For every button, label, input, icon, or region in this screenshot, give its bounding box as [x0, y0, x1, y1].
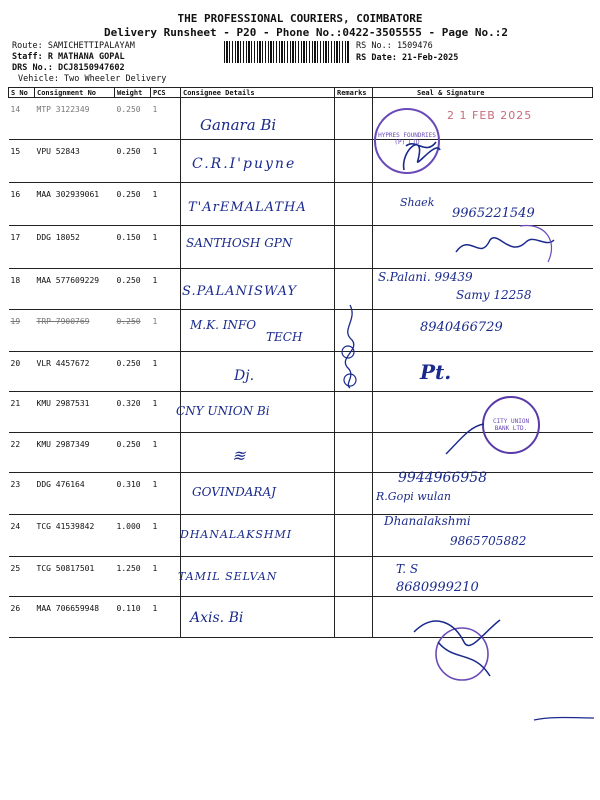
row-weight: 0.250 [115, 98, 151, 140]
handwritten-name: Dj. [234, 368, 255, 384]
staff: Staff: R MATHANA GOPAL [12, 52, 125, 62]
row-sno: 22 [9, 433, 35, 473]
remarks-scribble [330, 300, 370, 390]
col-weight: Weight [115, 88, 151, 98]
signature-scribble [440, 420, 510, 460]
table-header [9, 88, 593, 98]
handwritten-name: SANTHOSH GPN [186, 236, 293, 250]
row-weight: 0.250 [115, 269, 151, 310]
row-sno: 14 [9, 98, 35, 140]
table-row [9, 352, 593, 392]
signature-phone: 8940466729 [420, 320, 503, 335]
row-consignment: MTP 3122349 [35, 98, 115, 140]
signature-text: Shaek [400, 196, 435, 209]
row-remarks [335, 433, 373, 473]
signature-phone: 8680999210 [396, 580, 479, 595]
runsheet-subtitle: Delivery Runsheet - P20 - Phone No.:0422-3505555 - Page No.:2 [104, 26, 508, 39]
row-sno: 21 [9, 392, 35, 433]
handwritten-name: GOVINDARAJ [192, 485, 276, 499]
footer-line [532, 712, 598, 726]
row-pcs: 1 [151, 226, 181, 269]
handwritten-name: TECH [266, 330, 303, 344]
signature-text: R.Gopi wulan [376, 490, 451, 503]
row-weight: 0.320 [115, 392, 151, 433]
row-seal [373, 352, 593, 392]
row-sno: 24 [9, 515, 35, 557]
col-sno: S No [9, 88, 35, 98]
row-remarks [335, 140, 373, 183]
col-seal: Seal & Signature [373, 88, 593, 98]
document-title: THE PROFESSIONAL COURIERS, COIMBATORE [177, 12, 423, 25]
row-remarks [335, 226, 373, 269]
route: Route: SAMICHETTIPALAYAM [12, 41, 135, 51]
row-remarks [335, 473, 373, 515]
signature-text: T. S [396, 562, 419, 576]
handwritten-name: M.K. INFO [190, 318, 257, 332]
row-pcs: 1 [151, 557, 181, 597]
signature-phone: 9944966958 [398, 470, 488, 486]
handwritten-name: S.PALANISWAY [182, 284, 298, 299]
row-consignment: KMU 2987531 [35, 392, 115, 433]
row-weight: 0.250 [115, 433, 151, 473]
row-remarks [335, 183, 373, 226]
row-weight: 0.310 [115, 473, 151, 515]
row-sno: 25 [9, 557, 35, 597]
seal-text: CITY UNION BANK LTD. [492, 418, 530, 432]
runsheet-table [8, 87, 593, 638]
handwritten-mark: ≋ [232, 446, 246, 465]
handwritten-name: Axis. Bi [190, 610, 244, 626]
handwritten-name: C.R.I'puyne [192, 156, 297, 172]
table-row [9, 140, 593, 183]
row-sno: 26 [9, 597, 35, 638]
row-weight: 0.110 [115, 597, 151, 638]
row-sno: 20 [9, 352, 35, 392]
col-remarks: Remarks [335, 88, 373, 98]
row-consignment: VPU 52843 [35, 140, 115, 183]
row-pcs: 1 [151, 597, 181, 638]
row-sno: 18 [9, 269, 35, 310]
signature-seal-scribble [404, 602, 514, 692]
row-pcs: 1 [151, 98, 181, 140]
row-sno: 23 [9, 473, 35, 515]
row-remarks [335, 597, 373, 638]
row-consignment: DDG 18052 [35, 226, 115, 269]
row-consignment: TCG 41539842 [35, 515, 115, 557]
handwritten-name: Ganara Bi [200, 116, 277, 134]
row-weight: 0.250 [115, 352, 151, 392]
row-weight: 1.250 [115, 557, 151, 597]
row-consignment: KMU 2987349 [35, 433, 115, 473]
rs-number: RS No.: 1509476 [356, 41, 433, 51]
row-weight: 1.000 [115, 515, 151, 557]
signature-text: Dhanalakshmi [384, 514, 471, 528]
vehicle: Vehicle: Two Wheeler Delivery [18, 74, 167, 84]
row-pcs: 1 [151, 269, 181, 310]
row-pcs: 1 [151, 473, 181, 515]
row-consignment: MAA 577609229 [35, 269, 115, 310]
row-pcs: 1 [151, 183, 181, 226]
row-consignment: MAA 302939061 [35, 183, 115, 226]
row-consignee [181, 433, 335, 473]
col-pcs: PCS [151, 88, 181, 98]
drs-number: DRS No.: DCJ8150947602 [12, 63, 125, 73]
row-consignment: MAA 706659948 [35, 597, 115, 638]
row-sno: 17 [9, 226, 35, 269]
col-consignment: Consignment No [35, 88, 115, 98]
row-consignment: TRP 7900769 [36, 317, 90, 326]
row-pcs: 1 [151, 392, 181, 433]
row-pcs: 1 [151, 515, 181, 557]
rs-date: RS Date: 21-Feb-2025 [356, 53, 459, 63]
row-sno: 16 [9, 183, 35, 226]
signature-scribble [450, 222, 560, 268]
row-sno: 19 [10, 317, 21, 326]
handwritten-name: DHANALAKSHMI [180, 528, 293, 541]
date-stamp: 2 1 FEB 2025 [447, 109, 533, 122]
row-consignment: VLR 4457672 [35, 352, 115, 392]
row-weight: 0.250 [115, 183, 151, 226]
table-row [9, 557, 593, 597]
row-pcs: 1 [151, 433, 181, 473]
signature-mark: Pt. [420, 360, 452, 384]
signature-scribble [396, 120, 446, 176]
handwritten-name: TAMIL SELVAN [178, 570, 278, 583]
table-row [9, 473, 593, 515]
row-pcs: 1 [151, 352, 181, 392]
col-consignee: Consignee Details [181, 88, 335, 98]
signature-text: Samy 12258 [456, 288, 532, 302]
signature-phone: 9865705882 [450, 534, 527, 548]
handwritten-name: T'ArEMALATHA [188, 200, 307, 215]
barcode [224, 41, 350, 63]
signature-text: S.Palani. 99439 [378, 270, 473, 284]
row-consignment: TCG 50817501 [35, 557, 115, 597]
row-remarks [335, 515, 373, 557]
row-pcs: 1 [151, 140, 181, 183]
row-pcs: 1 [151, 310, 181, 352]
row-remarks [335, 392, 373, 433]
row-weight: 0.250 [116, 317, 141, 326]
row-remarks [335, 98, 373, 140]
row-remarks [335, 557, 373, 597]
row-consignment: DDG 476164 [35, 473, 115, 515]
seal-text: HYPRES FOUNDRIES (P) LTD [378, 132, 436, 146]
signature-phone: 9965221549 [452, 206, 535, 221]
row-sno: 15 [9, 140, 35, 183]
row-weight: 0.250 [115, 140, 151, 183]
row-weight: 0.150 [115, 226, 151, 269]
handwritten-name: CNY UNION Bi [176, 404, 270, 418]
row-consignee [181, 352, 335, 392]
